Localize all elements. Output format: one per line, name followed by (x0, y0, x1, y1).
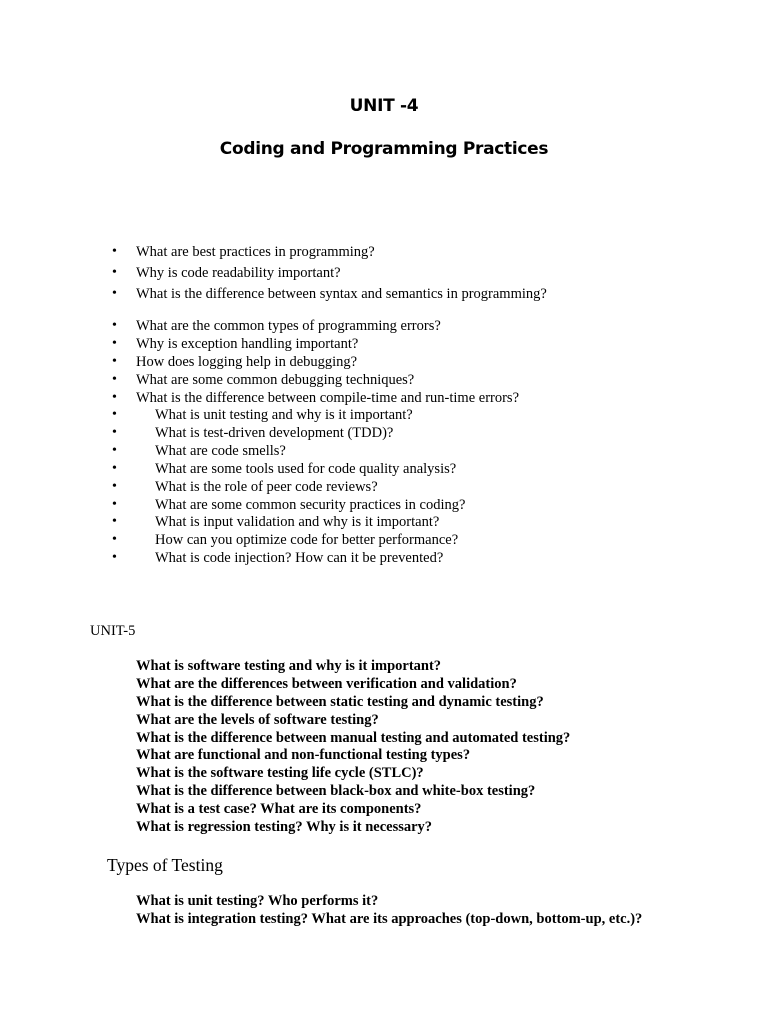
bullet-text: What are some common security practices in coding? (155, 496, 466, 513)
question-text: What is the software testing life cycle (STLC)? (136, 765, 424, 782)
bullet-text: What are some tools used for code quality analysis? (155, 460, 457, 477)
bullet-text: What is code injection? How can it be prevented? (155, 550, 444, 567)
bullet-icon: • (112, 478, 117, 494)
bullet-text: What is test-driven development (TDD)? (155, 424, 394, 441)
bullet-icon: • (112, 514, 117, 530)
bullet-text: Why is exception handling important? (136, 335, 359, 352)
bullet-text: What are code smells? (155, 442, 286, 459)
bullet-text: What are some common debugging techniques? (136, 371, 415, 388)
bullet-text: What are best practices in programming? (136, 244, 375, 260)
bullet-icon: • (112, 244, 117, 259)
bullet-text: What is the role of peer code reviews? (155, 478, 378, 495)
unit5-label: UNIT-5 (90, 623, 136, 639)
question-text: What is the difference between black-box and white-box testing? (136, 783, 536, 800)
bullet-text: What is unit testing and why is it important? (155, 407, 413, 423)
bullet-icon: • (112, 550, 117, 566)
question-text: What is software testing and why is it important? (136, 658, 442, 674)
bullet-icon: • (112, 285, 117, 301)
types-of-testing-heading: Types of Testing (107, 855, 223, 875)
question-text: What are the levels of software testing? (136, 711, 379, 728)
question-text: What is integration testing? What are its approaches (top-down, bottom-up, etc.)? (136, 910, 643, 927)
bullet-text: What is the difference between syntax and semantics in programming? (136, 285, 547, 302)
bullet-icon: • (112, 532, 117, 548)
bullet-icon: • (112, 496, 117, 512)
bullet-icon: • (112, 371, 117, 387)
bullet-text: What is the difference between compile-time and run-time errors? (136, 389, 520, 406)
bullet-icon: • (112, 460, 117, 476)
question-text: What is the difference between manual testing and automated testing? (136, 729, 571, 746)
bullet-icon: • (112, 389, 117, 405)
bullet-text: Why is code readability important? (136, 264, 341, 281)
bullet-icon: • (112, 353, 117, 369)
question-text: What is unit testing? Who performs it? (136, 893, 379, 909)
question-text: What are functional and non-functional testing types? (136, 747, 471, 764)
bullet-icon: • (112, 442, 117, 458)
bullet-icon: • (112, 407, 117, 422)
bullet-text: How can you optimize code for better performance? (155, 532, 459, 549)
bullet-text: What is input validation and why is it important? (155, 514, 440, 531)
question-text: What is the difference between static testing and dynamic testing? (136, 693, 544, 710)
bullet-text: How does logging help in debugging? (136, 353, 358, 370)
question-text: What is regression testing? Why is it necessary? (136, 819, 433, 836)
bullet-icon: • (112, 264, 117, 280)
unit4-subtitle: Coding and Programming Practices (219, 139, 549, 159)
question-text: What are the differences between verification and validation? (136, 675, 517, 692)
bullet-icon: • (112, 318, 117, 333)
bullet-icon: • (112, 424, 117, 440)
question-text: What is a test case? What are its components? (136, 801, 422, 818)
unit4-title: UNIT -4 (349, 96, 419, 116)
bullet-icon: • (112, 335, 117, 351)
bullet-text: What are the common types of programming errors? (136, 318, 441, 334)
